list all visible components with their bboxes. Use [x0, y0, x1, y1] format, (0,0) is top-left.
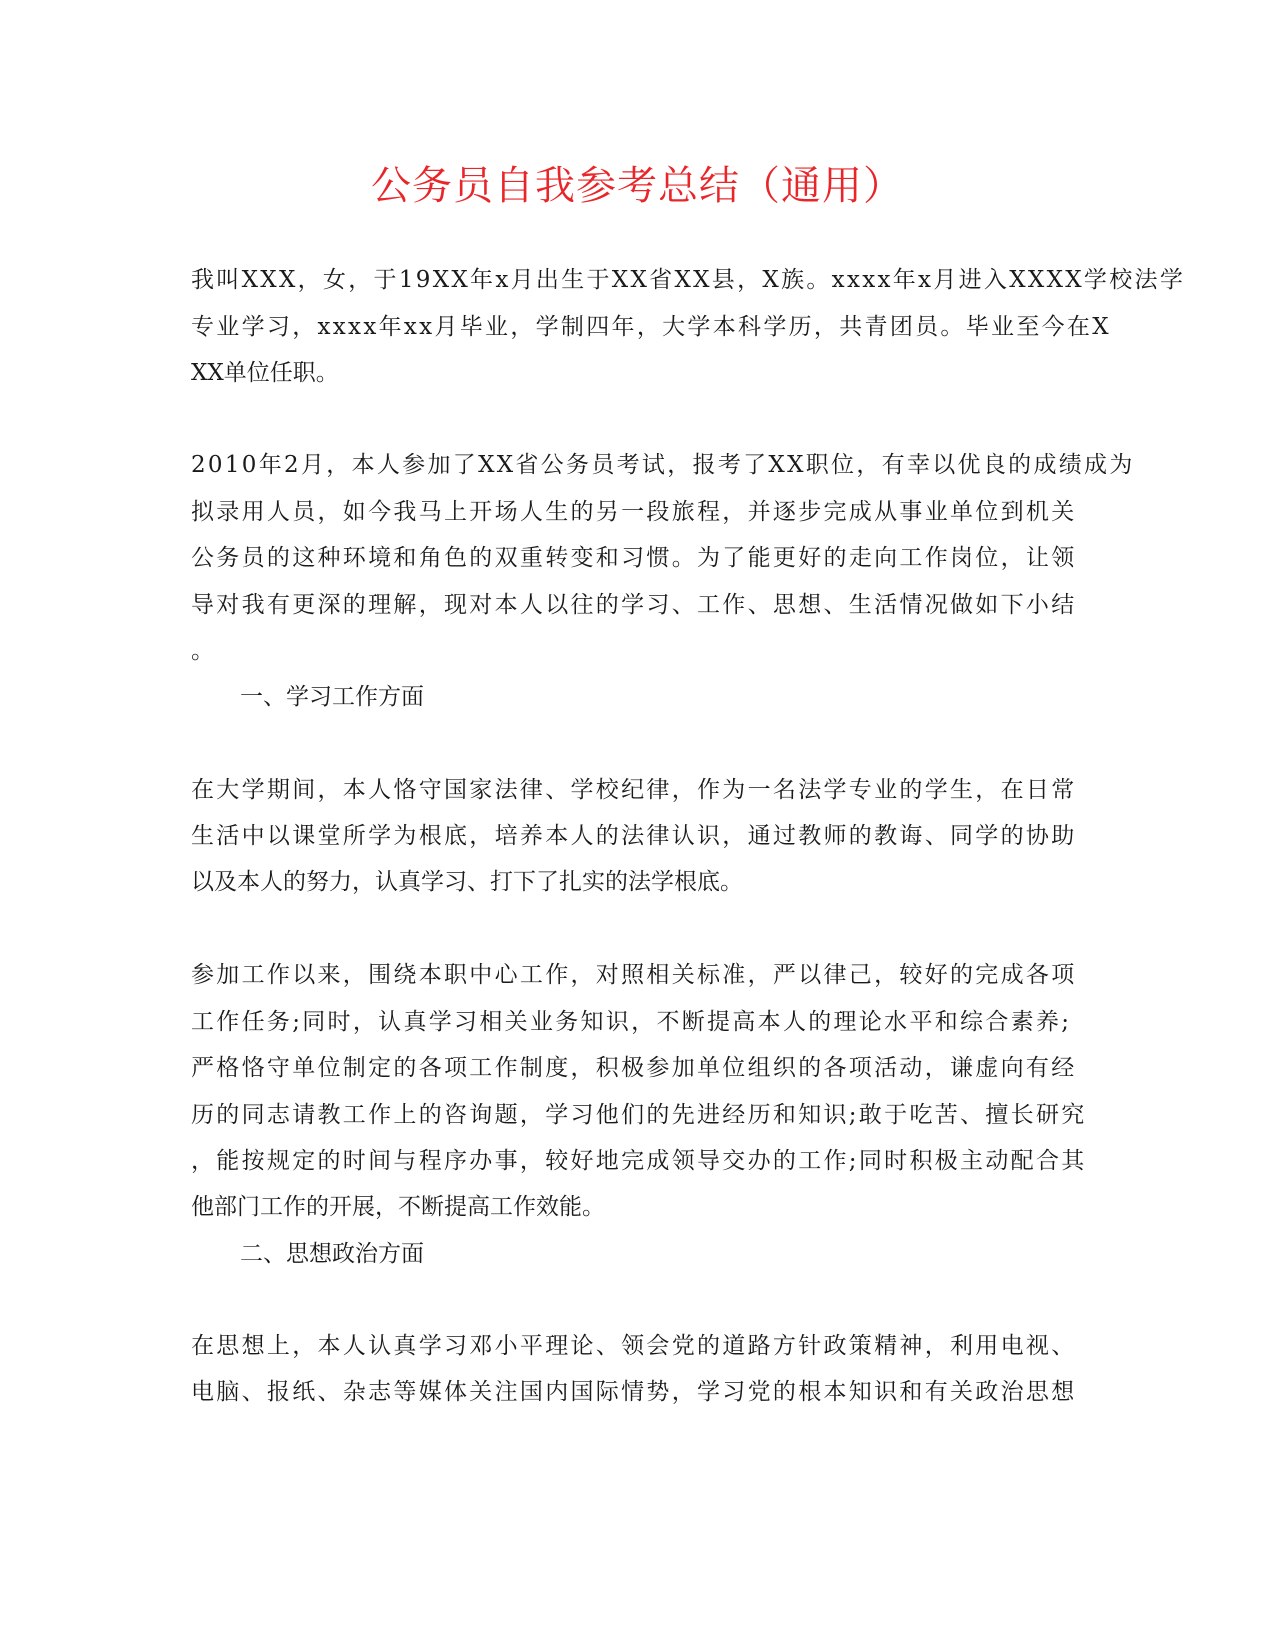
- paragraph-2-line-1: 2010年2月，本人参加了XX省公务员考试，报考了XX职位，有幸以优良的成绩成为: [191, 452, 1135, 478]
- paragraph-2-line-3: 公务员的这种环境和角色的双重转变和习惯。为了能更好的走向工作岗位，让领: [191, 545, 1077, 571]
- section-heading-1: 一、学习工作方面: [240, 684, 424, 710]
- paragraph-4-line-2: 工作任务;同时，认真学习相关业务知识，不断提高本人的理论水平和综合素养;: [191, 1009, 1072, 1035]
- paragraph-4-line-1: 参加工作以来，围绕本职中心工作，对照相关标准，严以律己，较好的完成各项: [191, 962, 1077, 988]
- paragraph-2-line-4: 导对我有更深的理解，现对本人以往的学习、工作、思想、生活情况做如下小结: [191, 592, 1077, 618]
- paragraph-5-line-1: 在思想上，本人认真学习邓小平理论、领会党的道路方针政策精神，利用电视、: [191, 1333, 1077, 1359]
- paragraph-4-line-5: ，能按规定的时间与程序办事，较好地完成领导交办的工作;同时积极主动配合其: [191, 1148, 1087, 1174]
- document-title: 公务员自我参考总结（通用）: [371, 163, 904, 209]
- paragraph-1-line-3: XX单位任职。: [191, 360, 339, 386]
- paragraph-5-line-2: 电脑、报纸、杂志等媒体关注国内国际情势，学习党的根本知识和有关政治思想: [191, 1379, 1077, 1405]
- paragraph-4-line-6: 他部门工作的开展，不断提高工作效能。: [191, 1194, 605, 1220]
- paragraph-3-line-3: 以及本人的努力，认真学习、打下了扎实的法学根底。: [191, 869, 743, 895]
- paragraph-4-line-4: 历的同志请教工作上的咨询题，学习他们的先进经历和知识;敢于吃苦、擅长研究: [191, 1102, 1087, 1128]
- paragraph-2-line-2: 拟录用人员，如今我马上开场人生的另一段旅程，并逐步完成从事业单位到机关: [191, 499, 1077, 525]
- paragraph-4-line-3: 严格恪守单位制定的各项工作制度，积极参加单位组织的各项活动，谦虚向有经: [191, 1055, 1077, 1081]
- paragraph-1-line-2: 专业学习，xxxx年xx月毕业，学制四年，大学本科学历，共青团员。毕业至今在X: [191, 314, 1111, 340]
- paragraph-1-line-1: 我叫XXX，女，于19XX年x月出生于XX省XX县，X族。xxxx年x月进入XXXX学校法学: [191, 267, 1186, 293]
- paragraph-3-line-1: 在大学期间，本人恪守国家法律、学校纪律，作为一名法学专业的学生，在日常: [191, 777, 1077, 803]
- paragraph-2-line-5: 。: [191, 638, 214, 664]
- section-heading-2: 二、思想政治方面: [240, 1241, 424, 1267]
- paragraph-3-line-2: 生活中以课堂所学为根底，培养本人的法律认识，通过教师的教诲、同学的协助: [191, 823, 1077, 849]
